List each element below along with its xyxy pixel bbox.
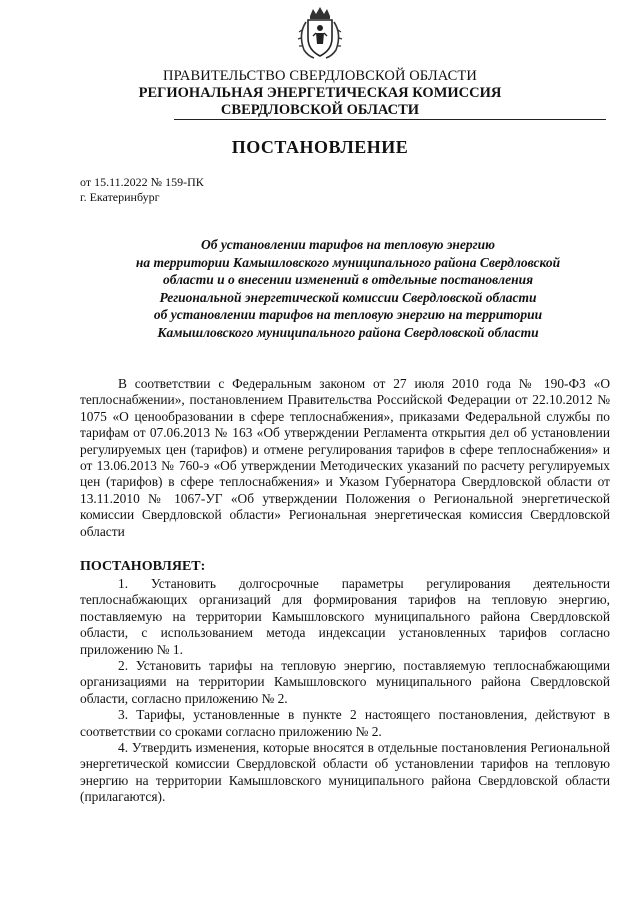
subject-line: Об установлении тарифов на тепловую энергию	[200, 237, 496, 252]
resolution-item: 4. Утвердить изменения, которые вносятся в отдельные постановления Региональной энергетической комиссии Свердловской области об установлении тарифов на тепловую энергию на территории Камышловского муниципального района Свердловской области (прилагаются).	[80, 740, 610, 805]
resolve-heading: ПОСТАНОВЛЯЕТ:	[80, 559, 206, 574]
resolution-items	[80, 576, 610, 806]
document-subject	[96, 236, 600, 342]
document-type-title: ПОСТАНОВЛЕНИЕ	[231, 137, 409, 157]
document-city: г. Екатеринбург	[80, 190, 160, 204]
subject-line: на территории Камышловского муниципального района Свердловской	[135, 254, 561, 270]
document-date-number: от 15.11.2022 № 159-ПК	[80, 175, 204, 189]
preamble-paragraph: В соответствии с Федеральным законом от 27 июля 2010 года № 190-ФЗ «О теплоснабжении», постановлением Правительства Российской Федерации от 22.10.2012 № 1075 «О ценообразовании в сфере теплоснабжения», приказами Федеральной службы по тарифам от 07.06.2013 № 163 «Об утверждении Регламента открытия дел об установлении регулируемых цен (тарифов) и отмене регулирования тарифов в сфере теплоснабжения» и от 13.06.2013 № 760-э «Об утверждении Методических указаний по расчету регулируемых цен (тарифов) в сфере теплоснабжения» и Указом Губернатора Свердловской области от 13.11.2010 № 1067-УГ «Об утверждении Положения о Региональной энергетической комиссии Свердловской области» Региональная энергетическая комиссия Свердловской области	[80, 376, 610, 539]
org-name-line-3: СВЕРДЛОВСКОЙ ОБЛАСТИ	[220, 102, 420, 118]
preamble	[80, 376, 610, 540]
subject-line: об установлении тарифов на тепловую энергию на территории	[153, 307, 543, 323]
resolution-item: 1. Установить долгосрочные параметры регулирования деятельности теплоснабжающих организаций для формирования тарифов на тепловую энергию, поставляемую на территории Камышловского муниципального района Свердловской области, с использованием метода индексации установленных тарифов согласно приложению № 1.	[80, 576, 610, 657]
org-name-line-1: ПРАВИТЕЛЬСТВО СВЕРДЛОВСКОЙ ОБЛАСТИ	[163, 68, 477, 84]
org-name-line-2: РЕГИОНАЛЬНАЯ ЭНЕРГЕТИЧЕСКАЯ КОМИССИЯ	[138, 85, 502, 101]
resolution-item: 3. Тарифы, установленные в пункте 2 настоящего постановления, действуют в соответствии со сроками согласно приложению № 2.	[80, 707, 610, 739]
coat-of-arms-icon	[296, 6, 344, 60]
resolution-item: 2. Установить тарифы на тепловую энергию, поставляемую теплоснабжающими организациями на территории Камышловского муниципального района Свердловской области, согласно приложению № 2.	[80, 658, 610, 706]
subject-line: Региональной энергетической комиссии Свердловской области	[159, 289, 537, 305]
subject-line: области и о внесении изменений в отдельные постановления	[162, 272, 534, 288]
subject-line: Камышловского муниципального района Свердловской области	[157, 324, 539, 340]
header-divider	[174, 119, 606, 120]
